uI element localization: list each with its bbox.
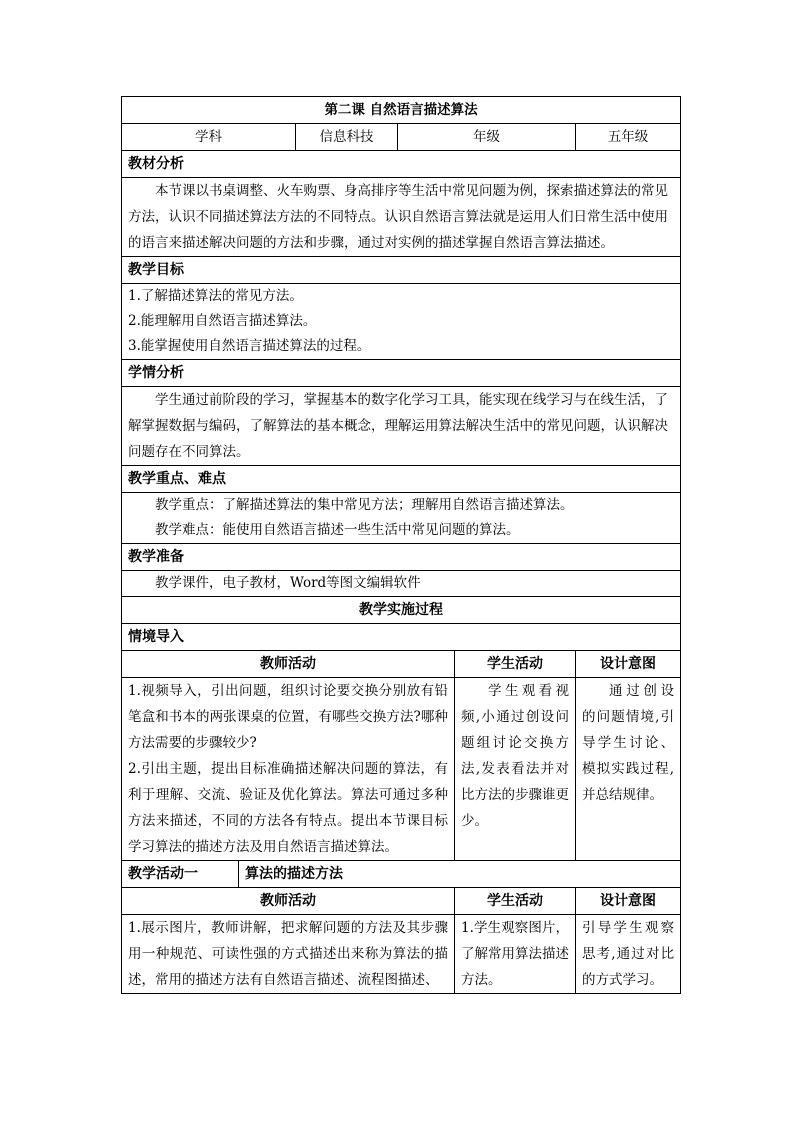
learner-analysis-heading: 学情分析 — [122, 360, 681, 387]
activity1-label: 教学活动一 — [122, 861, 239, 888]
preparation-text: 教学课件，电子教材，Word等图文编辑软件 — [155, 575, 421, 591]
objective-item: 3.能掌握使用自然语言描述算法的过程。 — [128, 338, 371, 354]
activity1-teacher-activity: 1.展示图片，教师讲解，把求解问题的方法及其步骤用一种规范、可读性强的方式描述出来称为算法的描述，常用的描述方法有自然语言描述、流程图描述、 — [122, 915, 455, 994]
textbook-analysis-heading: 教材分析 — [122, 151, 681, 178]
activity1-title: 算法的描述方法 — [239, 861, 681, 888]
objectives-heading: 教学目标 — [122, 257, 681, 284]
textbook-analysis-cell — [122, 178, 681, 257]
objectives-cell — [122, 284, 681, 360]
intro-col-design: 设计意图 — [576, 651, 681, 678]
objective-item: 1.了解描述算法的常见方法。 — [128, 288, 303, 304]
activity1-col-student: 学生活动 — [455, 888, 576, 915]
intro-student-activity: 学生观看视频,小通过创设问题组讨论交换方法,发表看法并对比方法的步骤谁更少。 — [455, 678, 576, 861]
activity1-student-activity: 1.学生观察图片，了解常用算法描述方法。 — [455, 915, 576, 994]
intro-col-student: 学生活动 — [455, 651, 576, 678]
subject-label: 学科 — [122, 124, 296, 151]
intro-heading: 情境导入 — [122, 624, 681, 651]
subject-value: 信息科技 — [296, 124, 398, 151]
activity1-col-design: 设计意图 — [576, 888, 681, 915]
preparation-cell — [122, 571, 681, 597]
intro-teacher-activity: 1.视频导入，引出问题，组织讨论要交换分别放有铅笔盒和书本的两张课桌的位置，有哪些交换方法?哪种方法需要的步骤较少? 2.引出主题，提出目标准确描述解决问题的算法，有利于理解、交流、验证及优化算法。算法可通过多种方法来描述，不同的方法各有特点。提出本节课目标学习算法的描述方法及用自然语言描述算法。 — [122, 678, 455, 861]
process-heading: 教学实施过程 — [122, 597, 681, 624]
lesson-plan-table — [121, 96, 681, 994]
intro-col-teacher: 教师活动 — [122, 651, 455, 678]
key-points-cell — [122, 493, 681, 544]
key-focus-text: 教学重点：了解描述算法的集中常见方法；理解用自然语言描述算法。 — [155, 497, 574, 513]
learner-analysis-text: 学生通过前阶段的学习，掌握基本的数字化学习工具，能实现在线学习与在线生活，了解掌握数据与编码，了解算法的基本概念，理解运用算法解决生活中的常见问题，认识解决问题存在不同算法。 — [128, 392, 668, 460]
activity1-col-teacher: 教师活动 — [122, 888, 455, 915]
key-difficulty-text: 教学难点：能使用自然语言描述一些生活中常见问题的算法。 — [155, 522, 520, 538]
textbook-analysis-text: 本节课以书桌调整、火车购票、身高排序等生活中常见问题为例，探索描述算法的常见方法，认识不同描述算法方法的不同特点。认识自然语言算法就是运用人们日常生活中使用的语言来描述解决问题的方法和步骤，通过对实例的描述掌握自然语言算法描述。 — [128, 183, 668, 251]
activity1-design-intent: 引导学生观察思考,通过对比的方式学习。 — [576, 915, 681, 994]
grade-value: 五年级 — [576, 124, 681, 151]
objective-item: 2.能理解用自然语言描述算法。 — [128, 313, 317, 329]
learner-analysis-cell — [122, 387, 681, 466]
key-points-heading: 教学重点、难点 — [122, 466, 681, 493]
intro-design-intent: 通过创设的问题情境,引导学生讨论、模拟实践过程,并总结规律。 — [576, 678, 681, 861]
grade-label: 年级 — [398, 124, 576, 151]
lesson-title: 第二课 自然语言描述算法 — [122, 97, 681, 124]
preparation-heading: 教学准备 — [122, 544, 681, 571]
